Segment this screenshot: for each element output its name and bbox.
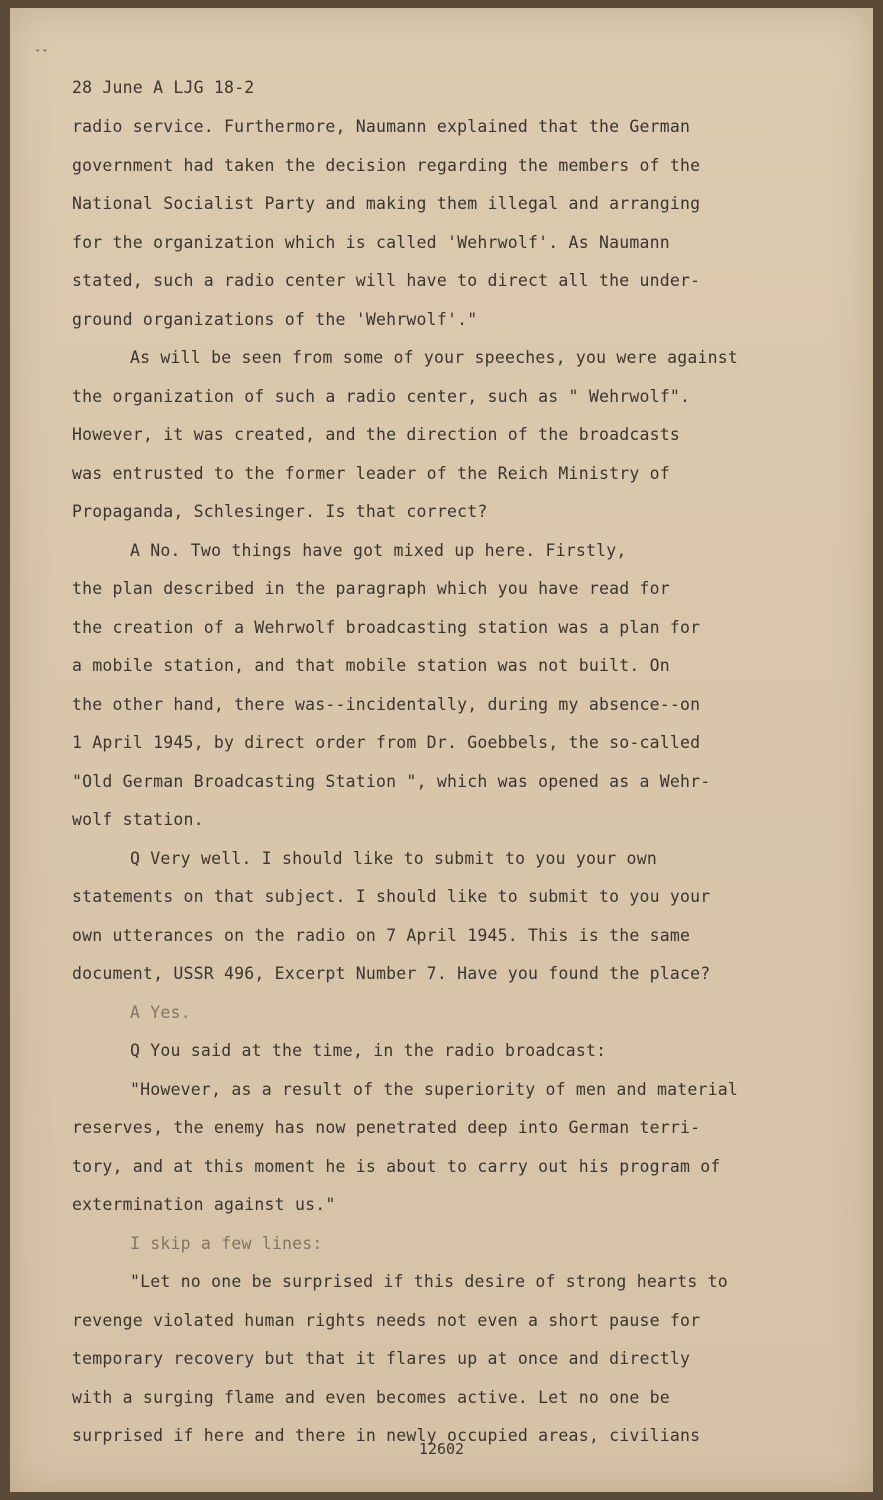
text-line: reserves, the enemy has now penetrated deep into German terri- [72, 1118, 701, 1137]
text-line: the creation of a Wehrwolf broadcasting station was a plan for [72, 617, 701, 637]
text-line: a mobile station, and that mobile station was not built. On [72, 656, 670, 675]
text-line: As will be seen from some of your speeches, you were against [130, 348, 739, 367]
page-header: 28 June A LJG 18-2 [72, 78, 255, 97]
text-line: temporary recovery but that it flares up at once and directly [72, 1349, 691, 1368]
text-line: tory, and at this moment he is about to carry out his program of [72, 1156, 721, 1176]
text-line: own utterances on the radio on 7 April 1945. This is the same [72, 925, 691, 945]
text-line: radio service. Furthermore, Naumann explained that the German [72, 117, 691, 136]
text-line: was entrusted to the former leader of the Reich Ministry of [72, 463, 670, 483]
text-line: "Old German Broadcasting Station ", which was opened as a Wehr- [72, 771, 711, 791]
text-line: However, it was created, and the direction of the broadcasts [72, 425, 681, 444]
text-line: "Let no one be surprised if this desire of strong hearts to [130, 1272, 728, 1291]
text-line: surprised if here and there in newly occupied areas, civilians [72, 1426, 701, 1445]
text-line: Propaganda, Schlesinger. Is that correct? [72, 502, 488, 521]
text-line: 1 April 1945, by direct order from Dr. Goebbels, the so-called [72, 733, 701, 752]
text-line: document, USSR 496, Excerpt Number 7. Have you found the place? [72, 964, 711, 983]
text-line: the organization of such a radio center, such as " Wehrwolf". [72, 386, 691, 406]
document-page [10, 8, 873, 1492]
text-line: stated, such a radio center will have to direct all the under- [72, 271, 701, 290]
text-line: the other hand, there was--incidentally, during my absence--on [72, 694, 701, 714]
text-line: statements on that subject. I should like to submit to you your [72, 887, 711, 906]
text-line: wolf station. [72, 810, 204, 829]
text-line: with a surging flame and even becomes active. Let no one be [72, 1387, 670, 1407]
corner-mark: ˇˇ [34, 48, 49, 62]
page-number: 12602 [418, 1440, 465, 1458]
text-line: I skip a few lines: [130, 1233, 323, 1253]
text-line: Q You said at the time, in the radio broadcast: [130, 1041, 607, 1060]
text-line: A No. Two things have got mixed up here. Firstly, [130, 540, 627, 560]
text-line: National Socialist Party and making them illegal and arranging [72, 194, 701, 213]
text-line: "However, as a result of the superiority of men and material [130, 1079, 739, 1099]
text-line: for the organization which is called 'Wehrwolf'. As Naumann [72, 232, 670, 252]
text-line: the plan described in the paragraph which you have read for [72, 579, 670, 598]
text-line: extermination against us." [72, 1195, 336, 1214]
text-line: government had taken the decision regarding the members of the [72, 155, 701, 175]
text-line: revenge violated human rights needs not even a short pause for [72, 1310, 701, 1330]
text-line: ground organizations of the 'Wehrwolf'." [72, 309, 478, 329]
text-line: Q Very well. I should like to submit to you your own [130, 848, 657, 868]
transcript-body [72, 68, 842, 1456]
text-line: A Yes. [130, 1002, 191, 1022]
